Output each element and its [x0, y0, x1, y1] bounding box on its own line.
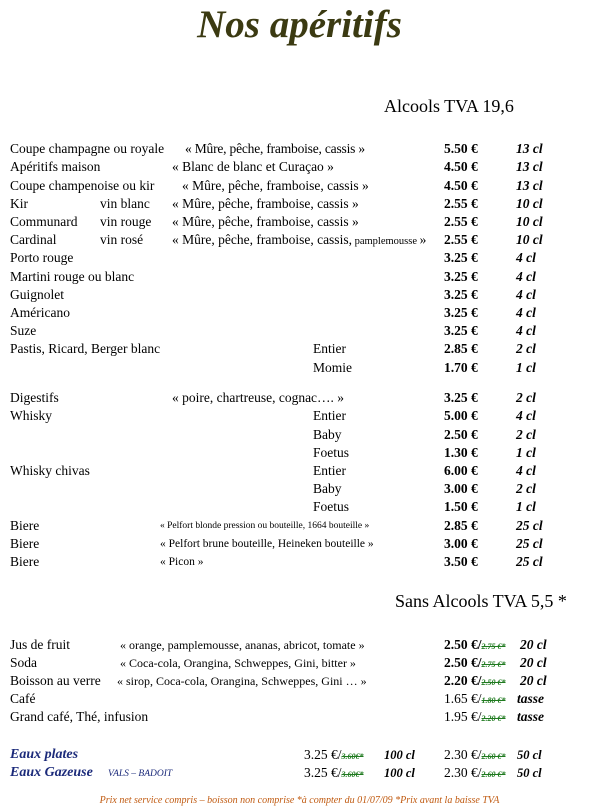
item-name: Porto rouge — [10, 250, 74, 265]
item-description-close: » — [419, 232, 427, 247]
menu-row — [0, 654, 599, 672]
item-quantity: 20 cl — [520, 673, 547, 688]
item-description: « sirop, Coca-cola, Orangina, Schweppes, Gini … » — [117, 674, 367, 688]
item-description — [182, 177, 369, 195]
item-price: 3.25 € — [444, 250, 478, 265]
menu-row — [0, 231, 599, 249]
item-description-text: « Mûre, pêche, framboise, cassis » — [172, 214, 359, 229]
item-quantity: 2 cl — [516, 427, 536, 442]
item-size: Foetus — [313, 499, 350, 514]
menu-row — [0, 480, 599, 498]
item-size: Entier — [313, 408, 346, 423]
water-price-small-current: 2.30 €/ — [444, 765, 482, 780]
item-quantity: 20 cl — [520, 655, 547, 670]
item-size: Entier — [313, 341, 346, 356]
item-name: Coupe champagne ou royale — [10, 141, 165, 156]
section-heading-sans-alcools: Sans Alcools TVA 5,5 * — [395, 591, 567, 611]
item-description: « orange, pamplemousse, ananas, abricot, tomate » — [120, 638, 365, 652]
water-name: Eaux plates — [10, 747, 79, 762]
item-price-current: 2.50 €/ — [444, 637, 482, 652]
menu-row — [0, 426, 599, 444]
item-price: 3.00 € — [444, 536, 478, 551]
item-description — [172, 213, 359, 231]
item-quantity: tasse — [517, 709, 544, 724]
water-price-large — [304, 746, 364, 766]
water-brands: VALS – BADOIT — [108, 769, 173, 779]
item-description-text: « Pelfort blonde pression ou bouteille, 1664 bouteille » — [160, 521, 370, 531]
menu-row — [0, 444, 599, 462]
item-description: « Coca-cola, Orangina, Schweppes, Gini, bitter » — [120, 656, 356, 670]
menu-row — [0, 195, 599, 213]
item-description-text: « Mûre, pêche, framboise, cassis » — [185, 141, 365, 156]
item-name: Boisson au verre — [10, 673, 101, 688]
water-price-small-old: 2.60 €* — [481, 752, 506, 761]
item-quantity: 2 cl — [516, 341, 536, 356]
water-price-large-current: 3.25 €/ — [304, 747, 342, 762]
item-size: Baby — [313, 481, 342, 496]
menu-row — [0, 636, 599, 654]
item-price: 2.55 € — [444, 214, 478, 229]
item-description — [160, 535, 374, 553]
menu-row — [0, 708, 599, 726]
item-name: Suze — [10, 323, 37, 338]
item-description — [172, 231, 426, 251]
item-price — [444, 672, 506, 692]
water-quantity-large: 100 cl — [384, 748, 415, 762]
item-variant: vin rosé — [100, 232, 144, 247]
water-price-small-old: 2.60 €* — [481, 770, 506, 779]
item-size: Foetus — [313, 445, 350, 460]
water-name: Eaux Gazeuse — [10, 765, 93, 780]
water-price-small — [444, 746, 506, 766]
item-name: Café — [10, 691, 36, 706]
menu-row — [0, 158, 599, 176]
item-description-text: « Mûre, pêche, framboise, cassis » — [172, 196, 359, 211]
item-name: Biere — [10, 536, 40, 551]
item-price: 3.25 € — [444, 390, 478, 405]
item-description — [160, 517, 369, 535]
item-quantity: 13 cl — [516, 141, 543, 156]
water-price-small-current: 2.30 €/ — [444, 747, 482, 762]
item-description — [172, 195, 359, 213]
water-price-large-old: 3.60€* — [341, 770, 364, 779]
water-price-large-current: 3.25 €/ — [304, 765, 342, 780]
item-quantity: 25 cl — [516, 518, 543, 533]
item-name: Pastis, Ricard, Berger blanc — [10, 341, 161, 356]
item-variant: vin blanc — [100, 196, 150, 211]
menu-row — [0, 304, 599, 322]
item-quantity: 2 cl — [516, 390, 536, 405]
water-row — [0, 764, 599, 782]
item-price: 3.25 € — [444, 305, 478, 320]
item-price-current: 2.20 €/ — [444, 673, 482, 688]
item-price: 3.25 € — [444, 287, 478, 302]
item-price-current: 1.95 €/ — [444, 709, 482, 724]
item-price: 6.00 € — [444, 463, 478, 478]
item-name: Guignolet — [10, 287, 64, 302]
water-price-large-old: 3.60€* — [341, 752, 364, 761]
item-price: 3.00 € — [444, 481, 478, 496]
menu-row — [0, 690, 599, 708]
item-quantity: 13 cl — [516, 178, 543, 193]
page-title: Nos apéritifs — [197, 3, 402, 46]
item-price: 3.25 € — [444, 323, 478, 338]
item-name: Cardinal — [10, 232, 57, 247]
menu-row — [0, 389, 599, 407]
item-name: Américano — [10, 305, 70, 320]
item-quantity: 4 cl — [516, 323, 536, 338]
item-price: 2.55 € — [444, 232, 478, 247]
item-quantity: 10 cl — [516, 214, 543, 229]
menu-row — [0, 672, 599, 690]
item-name: Martini rouge ou blanc — [10, 269, 135, 284]
menu-row — [0, 213, 599, 231]
item-quantity: 1 cl — [516, 445, 536, 460]
menu-row — [0, 249, 599, 267]
item-quantity: 13 cl — [516, 159, 543, 174]
footer-note: Prix net service compris – boisson non comprise *à compter du 01/07/09 *Prix avant la baisse TVA — [99, 795, 500, 806]
item-price — [444, 690, 506, 710]
item-price: 4.50 € — [444, 178, 478, 193]
item-price: 1.30 € — [444, 445, 478, 460]
item-quantity: 4 cl — [516, 408, 536, 423]
water-price-small — [444, 764, 506, 784]
item-name: Grand café, Thé, infusion — [10, 709, 149, 724]
item-description — [185, 140, 365, 158]
menu-row — [0, 407, 599, 425]
item-price: 1.70 € — [444, 360, 478, 375]
item-price — [444, 708, 506, 728]
menu-row — [0, 140, 599, 158]
item-name: Biere — [10, 518, 40, 533]
item-price: 4.50 € — [444, 159, 478, 174]
menu-row — [0, 268, 599, 286]
item-name: Whisky — [10, 408, 52, 423]
item-price: 2.55 € — [444, 196, 478, 211]
menu-row — [0, 340, 599, 358]
menu-row — [0, 322, 599, 340]
item-price-old: 2.75 €* — [481, 642, 506, 651]
menu-row — [0, 286, 599, 304]
item-size: Baby — [313, 427, 342, 442]
item-quantity: 2 cl — [516, 481, 536, 496]
item-description — [172, 158, 334, 176]
item-price-old: 2.50 €* — [481, 678, 506, 687]
item-description-text: « Pelfort brune bouteille, Heineken bouteille » — [160, 538, 374, 550]
section-heading-alcools: Alcools TVA 19,6 — [384, 96, 514, 116]
item-price-current: 1.65 €/ — [444, 691, 482, 706]
item-description-text: « Picon » — [160, 556, 204, 568]
item-quantity: 1 cl — [516, 360, 536, 375]
item-name: Kir — [10, 196, 28, 211]
item-price-old: 2.20 €* — [481, 714, 506, 723]
item-quantity: 25 cl — [516, 536, 543, 551]
menu-row — [0, 517, 599, 535]
item-price-old: 1.80 €* — [481, 696, 506, 705]
item-quantity: 10 cl — [516, 232, 543, 247]
item-size: Momie — [313, 360, 352, 375]
item-name: Digestifs — [10, 390, 59, 405]
item-price: 5.00 € — [444, 408, 478, 423]
item-description-extra: pamplemousse — [351, 236, 420, 247]
item-quantity: 10 cl — [516, 196, 543, 211]
item-name: Soda — [10, 655, 37, 670]
item-price-current: 2.50 €/ — [444, 655, 482, 670]
water-quantity-small: 50 cl — [517, 766, 542, 780]
item-quantity: 20 cl — [520, 637, 547, 652]
item-price: 5.50 € — [444, 141, 478, 156]
item-quantity: 4 cl — [516, 463, 536, 478]
item-quantity: 4 cl — [516, 269, 536, 284]
item-price — [444, 636, 506, 656]
menu-row — [0, 535, 599, 553]
item-description — [172, 389, 344, 407]
water-row — [0, 746, 599, 764]
item-price: 2.50 € — [444, 427, 478, 442]
item-variant: vin rouge — [100, 214, 152, 229]
item-name: Jus de fruit — [10, 637, 70, 652]
menu-row — [0, 177, 599, 195]
item-name: Whisky chivas — [10, 463, 90, 478]
item-description — [160, 553, 203, 571]
menu-row — [0, 462, 599, 480]
item-name: Coupe champenoise ou kir — [10, 178, 155, 193]
item-quantity: 25 cl — [516, 554, 543, 569]
item-name: Apéritifs maison — [10, 159, 101, 174]
item-quantity: 4 cl — [516, 305, 536, 320]
item-price: 3.25 € — [444, 269, 478, 284]
water-quantity-large: 100 cl — [384, 766, 415, 780]
item-description-text: « Mûre, pêche, framboise, cassis, — [172, 232, 352, 247]
item-quantity: 4 cl — [516, 250, 536, 265]
item-price-old: 2.75 €* — [481, 660, 506, 669]
item-price: 1.50 € — [444, 499, 478, 514]
item-price: 3.50 € — [444, 554, 478, 569]
item-description-text: « Mûre, pêche, framboise, cassis » — [182, 178, 369, 193]
item-name: Biere — [10, 554, 40, 569]
menu-row — [0, 359, 599, 377]
item-size: Entier — [313, 463, 346, 478]
menu-row — [0, 498, 599, 516]
water-quantity-small: 50 cl — [517, 748, 542, 762]
item-price: 2.85 € — [444, 518, 478, 533]
item-description-text: « Blanc de blanc et Curaçao » — [172, 159, 334, 174]
item-description-text: « poire, chartreuse, cognac…. » — [172, 390, 345, 405]
item-quantity: 1 cl — [516, 499, 536, 514]
water-price-large — [304, 764, 364, 784]
item-quantity: tasse — [517, 691, 544, 706]
item-name: Communard — [10, 214, 78, 229]
item-price: 2.85 € — [444, 341, 478, 356]
item-quantity: 4 cl — [516, 287, 536, 302]
item-price — [444, 654, 506, 674]
menu-row — [0, 553, 599, 571]
